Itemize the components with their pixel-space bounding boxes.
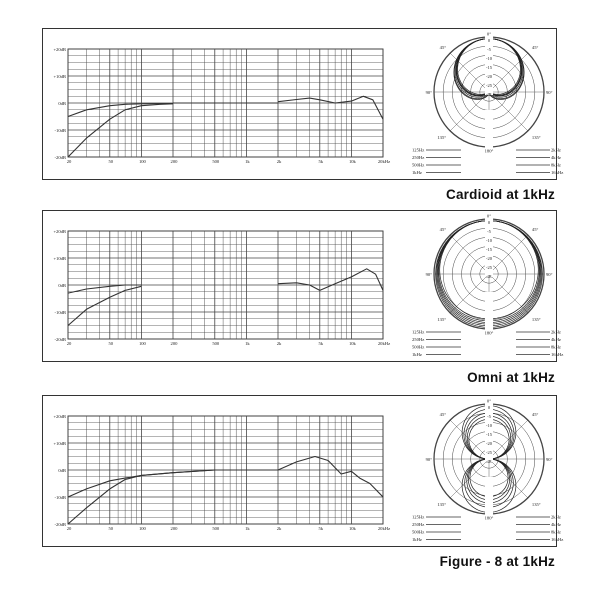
x-tick-label: 500 xyxy=(212,341,220,346)
x-tick-label: 500 xyxy=(212,159,220,164)
y-tick-label: 0dB xyxy=(58,283,66,288)
figure8-chart-panel xyxy=(42,395,564,547)
polar-angle-label: 0° xyxy=(486,398,492,404)
legend-label: 16kHz xyxy=(551,537,564,543)
polar-angle-label: 180° xyxy=(484,515,494,521)
legend-label: 250Hz xyxy=(412,337,425,343)
x-tick-label: 50 xyxy=(108,159,114,164)
y-tick-label: +10dB xyxy=(53,441,66,446)
x-tick-label: 20 xyxy=(66,341,72,346)
x-tick-label: 2k xyxy=(276,341,282,346)
polar-ring-label: -10 xyxy=(486,55,492,61)
legend-label: 8kHz xyxy=(551,529,561,535)
x-tick-label: 200 xyxy=(170,159,178,164)
polar-ring-label: -10 xyxy=(486,237,492,243)
polar-angle-label: 0° xyxy=(486,31,492,37)
legend-label: 16kHz xyxy=(551,170,564,176)
cardioid-chart-panel xyxy=(42,28,564,180)
legend-label: 250Hz xyxy=(412,522,425,528)
x-tick-label: 5k xyxy=(318,341,324,346)
y-tick-label: +20dB xyxy=(53,47,66,52)
frequency-response-svg xyxy=(43,396,564,548)
polar-ring-label: 0 xyxy=(487,38,491,43)
polar-plot xyxy=(426,399,553,521)
legend-label: 8kHz xyxy=(551,344,561,350)
polar-ring-label: -10 xyxy=(486,422,492,428)
omni-chart-panel xyxy=(42,210,564,362)
legend-label: 1kHz xyxy=(412,352,422,358)
polar-ring-label: -5 xyxy=(487,228,491,234)
polar-angle-label: 45° xyxy=(439,45,447,51)
polar-ring-label: -25 xyxy=(486,82,492,88)
polar-angle-label: 45° xyxy=(531,412,539,418)
y-tick-label: -10dB xyxy=(54,128,66,133)
polar-angle-label: 90° xyxy=(425,457,432,462)
response-line xyxy=(68,286,141,325)
x-tick-label: 10k xyxy=(348,526,356,531)
x-tick-label: 1k xyxy=(245,341,250,346)
x-tick-label: 50 xyxy=(108,526,114,531)
polar-plot xyxy=(426,214,553,336)
polar-label-strip xyxy=(485,292,493,331)
y-tick-label: -10dB xyxy=(54,495,66,500)
polar-ring-label: -15 xyxy=(486,64,492,70)
y-tick-label: +20dB xyxy=(53,414,66,419)
cardioid-chart-caption: Cardioid at 1kHz xyxy=(446,187,555,202)
x-tick-label: 5k xyxy=(318,526,324,531)
x-tick-label: 1k xyxy=(245,159,250,164)
response-line xyxy=(278,269,383,291)
x-tick-label: 2k xyxy=(276,526,282,531)
polar-ring-label: -5 xyxy=(487,413,491,419)
legend-label: 500Hz xyxy=(412,162,425,168)
legend-label: 125Hz xyxy=(412,514,425,520)
omni-chart-caption: Omni at 1kHz xyxy=(467,370,555,385)
polar-angle-label: 90° xyxy=(546,272,553,277)
polar-ring-label: 0 xyxy=(487,220,491,225)
polar-ring-label: -5 xyxy=(487,46,491,52)
x-tick-label: 20kHz xyxy=(377,159,391,164)
polar-angle-label: 135° xyxy=(531,134,541,140)
polar-angle-label: 135° xyxy=(531,501,541,507)
polar-ring-label: -15 xyxy=(486,431,492,437)
polar-ring-label: dB xyxy=(486,273,492,279)
x-tick-label: 20 xyxy=(66,159,72,164)
polar-angle-label: 90° xyxy=(546,457,553,462)
polar-angle-label: 180° xyxy=(484,330,494,336)
y-tick-label: -20dB xyxy=(54,337,66,342)
polar-angle-label: 180° xyxy=(484,148,494,154)
frequency-response-svg xyxy=(43,211,564,363)
polar-label-strip xyxy=(485,477,493,516)
polar-angle-label: 45° xyxy=(531,45,539,51)
polar-angle-label: 90° xyxy=(425,272,432,277)
polar-angle-label: 0° xyxy=(486,213,492,219)
figure8-chart-caption: Figure - 8 at 1kHz xyxy=(439,554,555,569)
response-line xyxy=(68,104,173,117)
x-tick-label: 2k xyxy=(276,159,282,164)
legend-label: 4kHz xyxy=(551,155,561,161)
polar-ring-label: -25 xyxy=(486,449,492,455)
x-tick-label: 20 xyxy=(66,526,72,531)
x-tick-label: 1k xyxy=(245,526,250,531)
y-tick-label: -20dB xyxy=(54,155,66,160)
polar-ring-label: -20 xyxy=(486,73,492,79)
polar-ring-label: -20 xyxy=(486,440,492,446)
x-tick-label: 100 xyxy=(138,159,146,164)
polar-plot xyxy=(426,32,553,154)
x-tick-label: 200 xyxy=(170,341,178,346)
legend-label: 500Hz xyxy=(412,529,425,535)
polar-ring-label: -25 xyxy=(486,264,492,270)
polar-ring-label: dB xyxy=(486,91,492,97)
legend-label: 2kHz xyxy=(551,514,561,520)
legend-label: 8kHz xyxy=(551,162,561,168)
x-tick-label: 10k xyxy=(348,159,356,164)
y-tick-label: -10dB xyxy=(54,310,66,315)
polar-angle-label: 135° xyxy=(437,316,447,322)
x-tick-label: 500 xyxy=(212,526,220,531)
y-tick-label: +10dB xyxy=(53,74,66,79)
y-tick-label: -20dB xyxy=(54,522,66,527)
polar-angle-label: 90° xyxy=(425,90,432,95)
y-tick-label: 0dB xyxy=(58,101,66,106)
polar-ring-label: dB xyxy=(486,458,492,464)
response-line xyxy=(278,96,383,119)
polar-angle-label: 45° xyxy=(439,227,447,233)
x-tick-label: 200 xyxy=(170,526,178,531)
y-tick-label: +20dB xyxy=(53,229,66,234)
x-tick-label: 20kHz xyxy=(377,341,391,346)
polar-angle-label: 45° xyxy=(531,227,539,233)
legend-label: 16kHz xyxy=(551,352,564,358)
x-tick-label: 20kHz xyxy=(377,526,391,531)
legend-label: 250Hz xyxy=(412,155,425,161)
polar-angle-label: 135° xyxy=(437,501,447,507)
x-tick-label: 100 xyxy=(138,341,146,346)
polar-ring-label: -15 xyxy=(486,246,492,252)
polar-angle-label: 45° xyxy=(439,412,447,418)
polar-angle-label: 90° xyxy=(546,90,553,95)
polar-angle-label: 135° xyxy=(531,316,541,322)
legend-label: 1kHz xyxy=(412,537,422,543)
polar-label-strip xyxy=(485,110,493,149)
x-tick-label: 10k xyxy=(348,341,356,346)
x-tick-label: 50 xyxy=(108,341,114,346)
legend-label: 500Hz xyxy=(412,344,425,350)
legend-label: 2kHz xyxy=(551,147,561,153)
legend-label: 125Hz xyxy=(412,329,425,335)
legend-label: 4kHz xyxy=(551,522,561,528)
y-tick-label: +10dB xyxy=(53,256,66,261)
legend-label: 125Hz xyxy=(412,147,425,153)
legend-label: 2kHz xyxy=(551,329,561,335)
polar-angle-label: 135° xyxy=(437,134,447,140)
legend-label: 4kHz xyxy=(551,337,561,343)
x-tick-label: 100 xyxy=(138,526,146,531)
x-tick-label: 5k xyxy=(318,159,324,164)
legend-label: 1kHz xyxy=(412,170,422,176)
polar-ring-label: -20 xyxy=(486,255,492,261)
y-tick-label: 0dB xyxy=(58,468,66,473)
polar-ring-label: 0 xyxy=(487,405,491,410)
frequency-response-svg xyxy=(43,29,564,181)
